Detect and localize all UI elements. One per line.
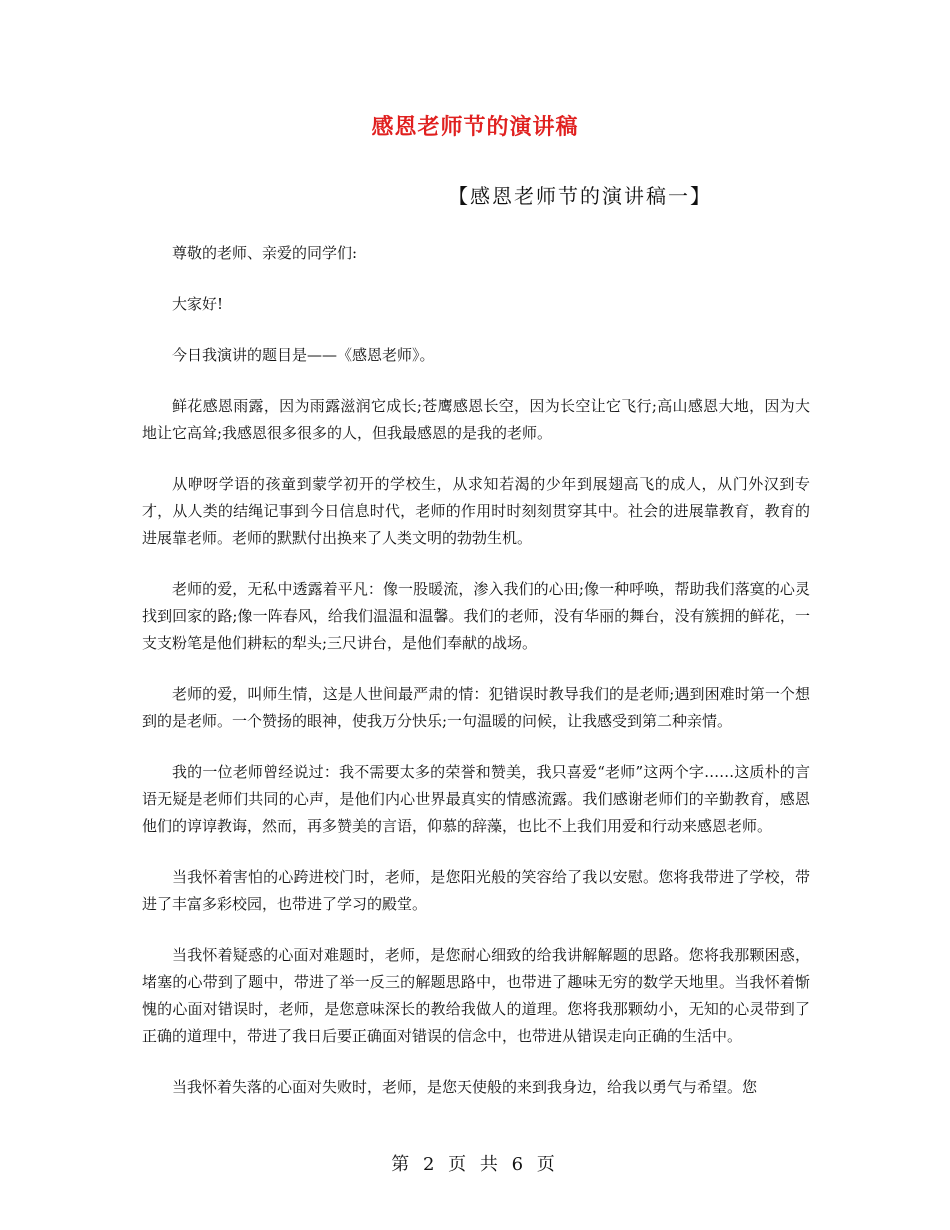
paragraph: 鲜花感恩雨露，因为雨露滋润它成长;苍鹰感恩长空，因为长空让它飞行;高山感恩大地，因为大地让它高耸;我感恩很多很多的人，但我最感恩的是我的老师。 bbox=[142, 397, 810, 442]
section-heading: 【感恩老师节的演讲稿一】 bbox=[448, 184, 712, 208]
paragraph: 老师的爱，叫师生情，这是人世间最严肃的情：犯错误时教导我们的是老师;遇到困难时第一个想到的是老师。一个赞扬的眼神，使我万分快乐;一句温暖的问候，让我感受到第二种亲情。 bbox=[142, 685, 810, 730]
page-number-footer: 第 2 页 共 6 页 bbox=[391, 1154, 559, 1175]
paragraph: 我的一位老师曾经说过：我不需要太多的荣誉和赞美，我只喜爱“老师”这两个字……这质朴的言语无疑是老师们共同的心声，是他们内心世界最真实的情感流露。我们感谢老师们的辛勤教育，感恩他们的谆谆教诲，然而，再多赞美的言语，仰慕的辞藻，也比不上我们用爱和行动来感恩老师。 bbox=[142, 763, 810, 835]
document-body bbox=[142, 240, 810, 1125]
paragraph: 老师的爱，无私中透露着平凡：像一股暖流，渗入我们的心田;像一种呼唤，帮助我们落寞的心灵找到回家的路;像一阵春风，给我们温温和温馨。我们的老师，没有华丽的舞台，没有簇拥的鲜花，一支支粉笔是他们耕耘的犁头;三尺讲台，是他们奉献的战场。 bbox=[142, 580, 810, 652]
paragraph-greeting: 大家好! bbox=[172, 295, 224, 313]
document-title: 感恩老师节的演讲稿 bbox=[371, 114, 579, 140]
paragraph: 当我怀着害怕的心跨进校门时，老师，是您阳光般的笑容给了我以安慰。您将我带进了学校，带进了丰富多彩校园，也带进了学习的殿堂。 bbox=[142, 868, 810, 913]
paragraph-topic: 今日我演讲的题目是——《感恩老师》。 bbox=[172, 346, 435, 364]
paragraph: 当我怀着疑惑的心面对难题时，老师，是您耐心细致的给我讲解解题的思路。您将我那颗困惑，堵塞的心带到了题中，带进了举一反三的解题思路中，也带进了趣味无穷的数学天地里。当我怀着惭愧的心面对错误时，老师，是您意味深长的教给我做人的道理。您将我那颗幼小，无知的心灵带到了正确的道理中，带进了我日后要正确面对错误的信念中，也带进从错误走向正确的生活中。 bbox=[142, 946, 810, 1045]
paragraph: 从咿呀学语的孩童到蒙学初开的学校生，从求知若渴的少年到展翅高飞的成人，从门外汉到专才，从人类的结绳记事到今日信息时代，老师的作用时时刻刻贯穿其中。社会的进展靠教育，教育的进展靠老师。老师的默默付出换来了人类文明的勃勃生机。 bbox=[142, 475, 810, 547]
paragraph-salutation: 尊敬的老师、亲爱的同学们: bbox=[172, 244, 358, 262]
paragraph: 当我怀着失落的心面对失败时，老师，是您天使般的来到我身边，给我以勇气与希望。您 bbox=[172, 1078, 758, 1096]
